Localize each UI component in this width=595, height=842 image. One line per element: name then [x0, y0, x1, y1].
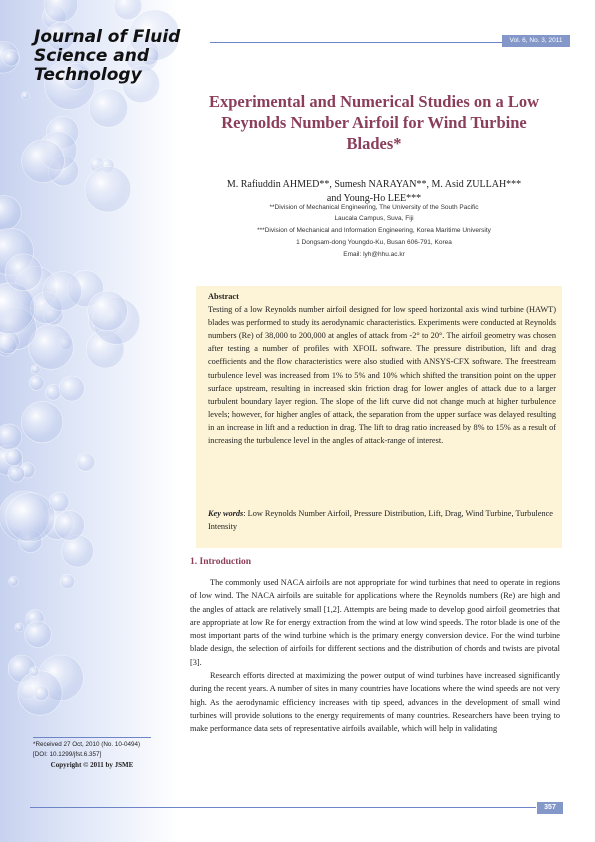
introduction-body — [190, 576, 560, 736]
paragraph: Research efforts directed at maximizing the power output of wind turbines have increased significantly during the recent years. A number of sites in many countries have locations where the wind speeds are not very high. As the aerodynamic efficiency increases with tip speed, advances in the development of small wind turbines will provide solutions to the energy requirements of many countries. Researchers have been trying to make performance data sets of representative airfoils available, which will help in validating — [190, 671, 560, 734]
decorative-bubble — [3, 50, 19, 66]
bubble-pattern-graphic — [0, 0, 181, 842]
section-heading: 1. Introduction — [190, 557, 252, 567]
decorative-bubble — [31, 365, 40, 374]
decorative-bubble — [9, 577, 19, 587]
decorative-bubble — [22, 92, 30, 100]
keywords-text: : Low Reynolds Number Airfoil, Pressure Distribution, Lift, Drag, Wind Turbine, Turbulence Intensity — [208, 509, 553, 531]
article-title-line: Experimental and Numerical Studies on a Low — [208, 92, 540, 111]
decorative-bubble — [88, 291, 128, 331]
footnote — [33, 740, 151, 759]
volume-badge: Vol. 6, No. 3, 2011 — [502, 35, 570, 47]
decorative-bubble — [34, 686, 49, 701]
abstract-heading: Abstract — [208, 292, 239, 301]
journal-title — [34, 28, 180, 85]
decorative-bubble — [29, 667, 39, 677]
keywords — [208, 507, 556, 533]
copyright: Copyright © 2011 by JSME — [50, 761, 134, 769]
page-number: 357 — [537, 802, 563, 814]
decorative-bubble — [59, 376, 84, 401]
decorative-bubble — [21, 401, 62, 442]
abstract — [208, 290, 556, 447]
header-rule — [210, 42, 510, 43]
decorative-bubble — [55, 510, 85, 540]
article-title-line: Reynolds Number Airfoil for Wind Turbine — [221, 113, 527, 132]
decorative-bubble — [85, 166, 131, 212]
affiliation-line: **Division of Mechanical Engineering, The University of the South Pacific — [269, 204, 479, 211]
decorative-bubble — [89, 89, 128, 128]
decorative-bubble — [22, 140, 65, 183]
affiliation-line: 1 Dongsam-dong Youngdo-Ku, Busan 606-791, Korea — [296, 239, 452, 246]
decorative-bubble — [0, 424, 22, 450]
contact-email: Email: lyh@hhu.ac.kr — [343, 251, 405, 258]
decorative-bubble — [6, 493, 55, 542]
decorative-bubble — [25, 621, 52, 648]
decorative-bubble — [8, 465, 25, 482]
doi: [DOI: 10.1299/jfst.6.357] — [33, 750, 102, 758]
abstract-text: Testing of a low Reynolds number airfoil designed for low speed horizontal axis wind turbine (HAWT) blades was performed to study its aerodynamic characteristics. Experiments were conducted at Reynolds numbers (Re) of 38,000 to 200,000 at angles of attack from -2° to 20°. The airfoil geometry was chosen after testing a number of profiles with XFOIL software. The pressure distribution, lift and drag coefficients and the flow characteristics were also studied with ANSYS-CFX software. The freestream turbulence level was increased from 1% to 5% and 10% which shifted the transition point on the upper surface upstream, resulting in increased skin friction drag for lower angles of attack due to a larger turbulent boundary layer region. The slope of the lift curve did not change much at higher turbulence levels; however, for higher angles of attack, the separation from the upper surface was delayed resulting in an increase in lift and a reduction in drag. The lift to drag ratio increased by 8% to 15% as a result of increasing the turbulence level in the angles of attack-range of interest. — [208, 305, 556, 446]
decorative-bubble — [60, 574, 74, 588]
decorative-bubble — [29, 376, 44, 391]
decorative-bubble — [15, 623, 24, 632]
received-date: *Received 27 Oct, 2010 (No. 10-0494) — [33, 741, 141, 748]
author-line: M. Rafiuddin AHMED**, Sumesh NARAYAN**, M. Asid ZULLAH*** — [226, 179, 522, 190]
decorative-bubble — [43, 272, 82, 311]
footer-rule — [30, 807, 536, 808]
decorative-side-band — [0, 0, 181, 842]
paragraph: The commonly used NACA airfoils are not appropriate for wind turbines that need to operate in regions of low wind. The NACA airfoils are suitable for applications where the Reynolds numbers (Re) are high and the angles of attack are relatively small [1,2]. Attempts are being made to develop good airfoil geometries that are appropriate at low Re for energy extraction from the wind at low wind speeds. The rotor blade is one of the most important parts of the wind turbine which is the primary energy conversion device. For the wind turbine blade design, the selection of airfoils for different sections and the distribution of chords and twists are pivotal [3]. — [190, 578, 560, 667]
journal-title-line: Journal of Fluid — [34, 27, 181, 47]
journal-title-line: Science and — [34, 46, 150, 66]
decorative-bubble — [45, 384, 61, 400]
decorative-bubble — [5, 448, 23, 466]
decorative-bubble — [49, 492, 69, 512]
decorative-bubble — [5, 254, 42, 291]
affiliation-line: ***Division of Mechanical and Information Engineering, Korea Maritime University — [257, 227, 491, 234]
affiliation-line: Laucala Campus, Suva, Fiji — [334, 215, 414, 222]
footnote-rule — [33, 737, 151, 738]
article-title — [190, 91, 558, 154]
decorative-bubble — [0, 196, 21, 230]
keywords-label: Key words — [208, 509, 244, 518]
journal-title-line: Technology — [34, 65, 142, 85]
article-title-line: Blades* — [346, 134, 402, 153]
decorative-bubble — [77, 453, 95, 471]
author-line: and Young-Ho LEE*** — [326, 193, 422, 204]
